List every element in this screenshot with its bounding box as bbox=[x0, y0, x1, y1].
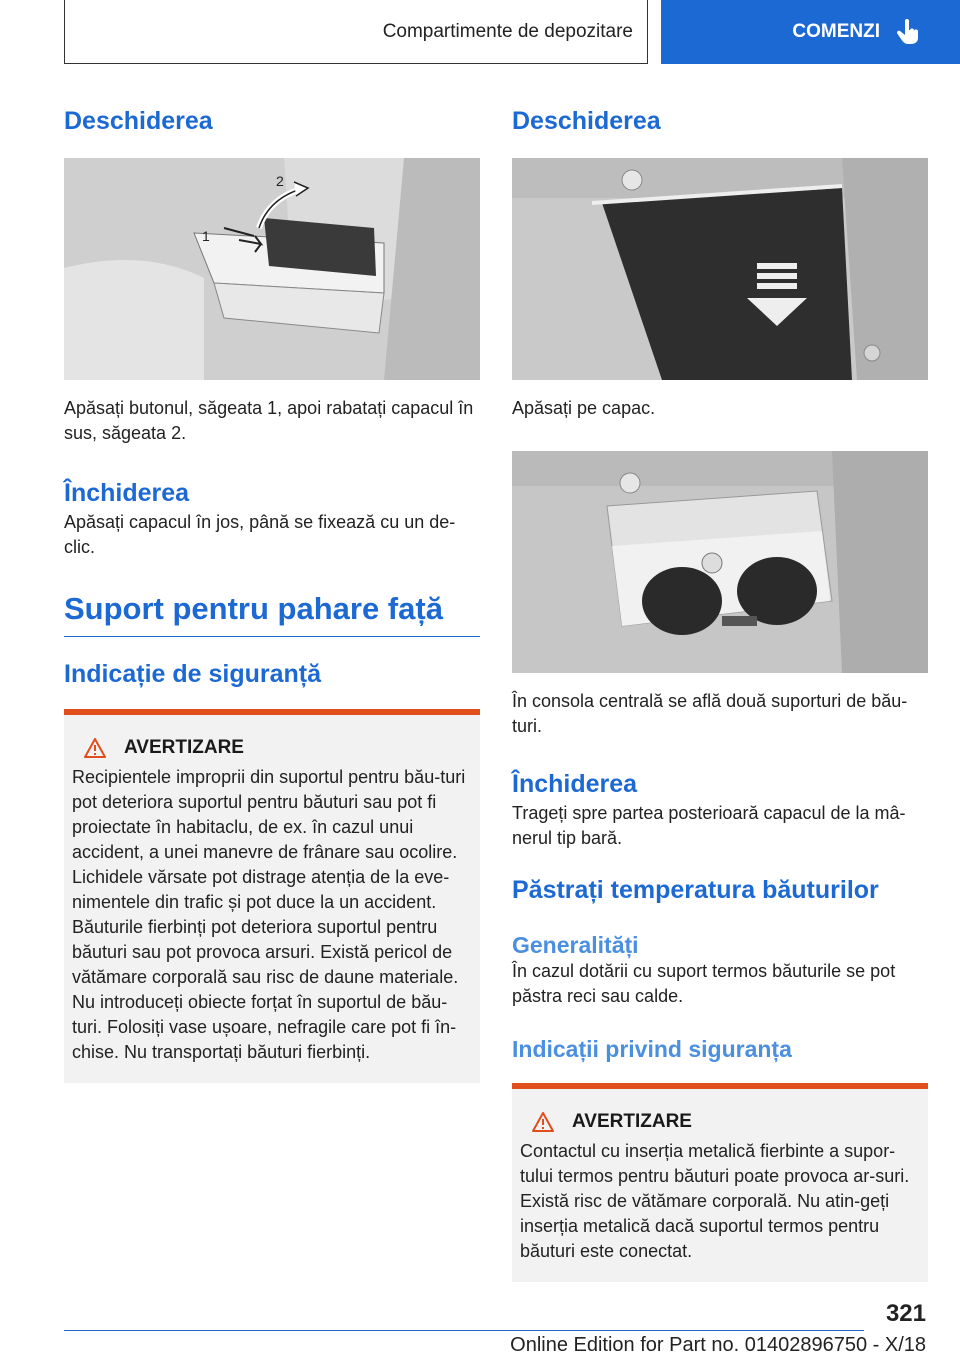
heading-general: Generalități bbox=[512, 932, 639, 958]
warning-triangle-icon bbox=[84, 738, 106, 758]
paragraph-opening: Apăsați butonul, săgeata 1, apoi rabatați capacul în sus, săgeata 2. bbox=[64, 398, 474, 443]
left-column bbox=[64, 96, 480, 1083]
armrest-image bbox=[64, 158, 480, 380]
console-lid-image bbox=[512, 158, 928, 380]
warning-text-right: Contactul cu inserția metalică fierbinte a supor-tului termos pentru băuturi poate provoca ar-suri. Există risc de vătămare corporală. Nu atin-geți inserția metalică dacă suportul termos pentru băuturi este conectat. bbox=[520, 1141, 910, 1261]
arrow-label-2: 2 bbox=[276, 173, 284, 189]
warning-text: Recipientele improprii din suportul pentru bău-turi pot deteriora suportul pentru băuturi sau pot fi proiectate în habitaclu, de ex. în cazul unui accident, a unei manevre de frânare sau ocolire. Lichidele vărsate pot distrage atenția de la eve-nimentele din trafic și pot duce la un accident. Băuturile fierbinți pot deteriora suportul pentru băuturi sau pot provoca arsuri. Există pericol de vătămare corporală sau risc de daune materiale. Nu introduceți obiecte forțat în suportul de bău-turi. Folosiți vase ușoare, nefragile care pot fi în-chise. Nu transportați băuturi fierbinți. bbox=[72, 767, 466, 1062]
heading-safety-notes: Indicații privind siguranța bbox=[512, 1036, 792, 1062]
heading-keep-temperature: Păstrați temperatura băuturilor bbox=[512, 876, 879, 904]
arrow-label-1: 1 bbox=[202, 228, 210, 244]
right-column bbox=[512, 96, 928, 1282]
page-number: 321 bbox=[885, 1300, 926, 1327]
heading-cupholder: Suport pentru pahare față bbox=[64, 590, 480, 637]
warning-box-right bbox=[512, 1083, 928, 1282]
cupholder-illustration bbox=[512, 451, 928, 673]
heading-opening-right: Deschiderea bbox=[512, 107, 661, 135]
warning-title-right bbox=[532, 1111, 920, 1133]
warning-title bbox=[84, 737, 472, 759]
paragraph-console: În consola centrală se află două suporturi de bău-turi. bbox=[512, 691, 908, 736]
cupholder-image bbox=[512, 451, 928, 673]
warning-triangle-icon bbox=[532, 1112, 554, 1132]
heading-closing-right: Închiderea bbox=[512, 770, 638, 798]
console-lid-illustration bbox=[512, 158, 928, 380]
heading-safety-note: Indicație de siguranță bbox=[64, 660, 322, 688]
heading-closing: Închiderea bbox=[64, 479, 190, 507]
footer-divider bbox=[64, 1330, 864, 1331]
footer-edition: Online Edition for Part no. 01402896750 - X/18 bbox=[510, 1334, 926, 1356]
header-section-title bbox=[64, 0, 648, 64]
warning-box bbox=[64, 709, 480, 1083]
paragraph-general: În cazul dotării cu suport termos băuturile se pot păstra reci sau calde. bbox=[512, 961, 896, 1006]
paragraph-closing: Apăsați capacul în jos, până se fixează cu un de-clic. bbox=[64, 512, 456, 557]
heading-opening: Deschiderea bbox=[64, 107, 213, 135]
pointing-hand-icon bbox=[896, 19, 920, 45]
armrest-illustration bbox=[64, 158, 480, 380]
warning-title-text-right: AVERTIZARE bbox=[572, 1111, 692, 1132]
chapter-title: COMENZI bbox=[792, 21, 880, 42]
section-title: Compartimente de depozitare bbox=[382, 20, 633, 42]
warning-title-text: AVERTIZARE bbox=[124, 737, 244, 758]
paragraph-closing-right: Trageți spre partea posterioară capacul de la mâ-nerul tip bară. bbox=[512, 803, 906, 848]
header-chapter-tab[interactable] bbox=[661, 0, 960, 64]
paragraph-press-lid: Apăsați pe capac. bbox=[512, 398, 656, 418]
